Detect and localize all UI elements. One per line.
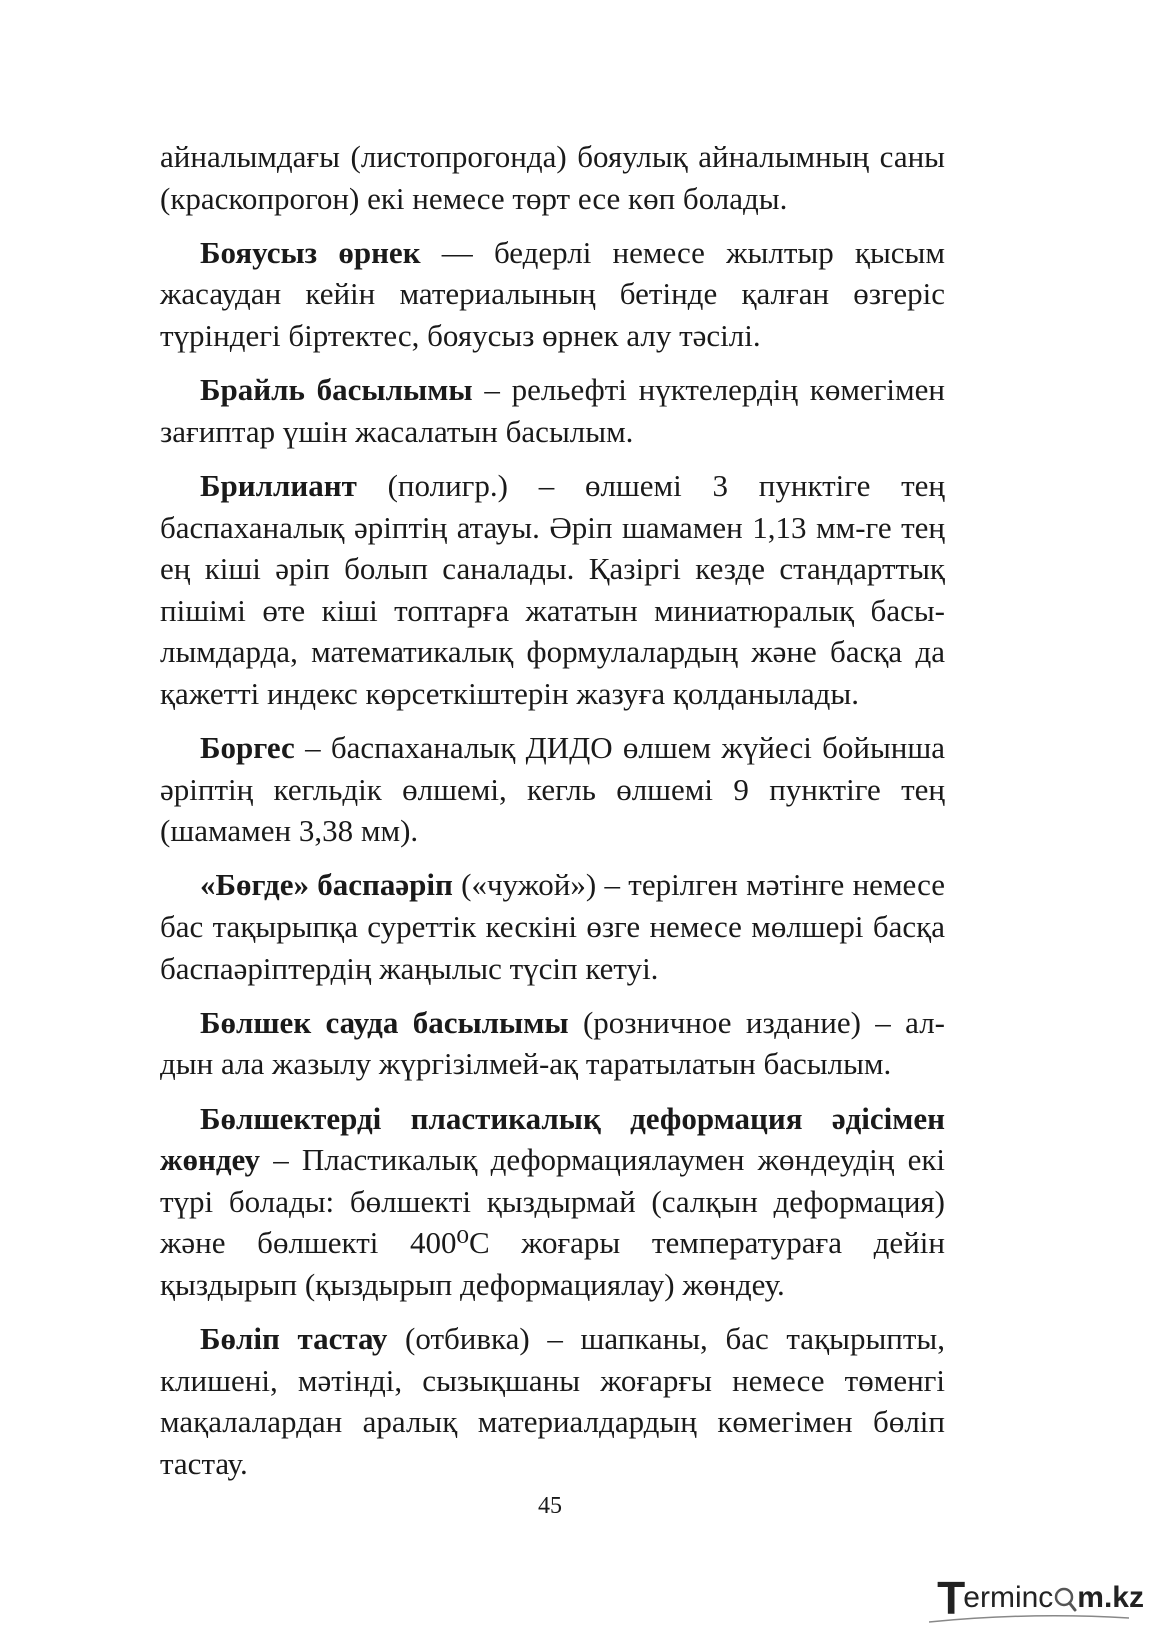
page-number: 45 — [538, 1493, 562, 1519]
term: Бөлшек сауда басылымы — [200, 1004, 569, 1040]
swoosh-underline-icon — [929, 1610, 1129, 1624]
entry-borges — [160, 727, 945, 852]
magnifier-icon — [1053, 1583, 1077, 1613]
entry-bolshek-sauda — [160, 1002, 945, 1085]
entry-bolip-tastau — [160, 1318, 945, 1484]
definition: («чужой») – терілген мәтінге немесе бас тақырыпқа суреттік кескіні өзге немесе мөлшері басқа баспаәріптердің жаңылыс түсіп кетуі. — [160, 867, 945, 986]
term: Бөлшектерді пластикалық деформация әдісімен жөндеу — [160, 1100, 945, 1178]
watermark-middle: erminc — [963, 1581, 1054, 1614]
definition: (розничное издание) – алдын ала жазылу жүргізілмей-ақ таратылатын басылым. — [160, 1004, 945, 1082]
definition: – баспаханалық ДИДО өлшем жүйесі бойынша әріптің кегльдік өлшемі, кегль өлшемі 9 пунктіге тең (шамамен 3,38 мм). — [160, 730, 945, 849]
term: Бриллиант — [200, 467, 357, 503]
definition: (отбивка) – шапканы, бас тақырыпты, клишені, мәтінді, сызықшаны жоғарғы немесе төменгі мақалалардан аралық материалдардың көмегімен бөліп тастау. — [160, 1321, 945, 1481]
definition: (полигр.) – өлшемі 3 пунктіге тең баспаханалық әріптің атауы. Әріп шамамен 1,13 мм-ге тең ең кіші әріп болып саналады. Қазіргі кезде стандарттық пішімі өте кіші топтарға жататын миниатюралық басылымдарда, математикалық формулалардың және басқа да қажетті индекс көрсеткіштерін жазуға қолданылады. — [160, 467, 945, 711]
term: Бөліп тастау — [200, 1321, 388, 1357]
term: Брайль басылымы — [200, 372, 473, 408]
entry-brilliant — [160, 465, 945, 715]
watermark-t: T — [937, 1572, 966, 1624]
entry-braille — [160, 369, 945, 452]
entry-boyausyz-ornek — [160, 232, 945, 357]
term: Бояусыз өрнек — [200, 234, 421, 270]
entry-bogde-baspaerip — [160, 864, 945, 989]
watermark-end: m.kz — [1077, 1581, 1144, 1614]
definition: – Пластикалық деформациялаумен жөндеудің екі түрі болады: бөлшекті қыздырмай (салқын деформация) және бөлшекті 400⁰С жоғары температураға дейін қыздырып (қыздырып деформациялау) жөндеу. — [160, 1142, 945, 1302]
definition: — бедерлі немесе жылтыр қысым жасаудан кейін материалының бетінде қалған өзгеріс түріндегі біртектес, бояусыз өрнек алу тәсілі. — [160, 234, 945, 353]
paragraph-continuation — [160, 136, 945, 219]
definition: – рельефті нүктелердің көмегімен зағиптар үшін жасалатын басылым. — [160, 372, 945, 449]
entry-plastic-deformation — [160, 1098, 945, 1306]
term: «Бөгде» баспаәріп — [200, 867, 453, 903]
termincom-watermark — [937, 1574, 1144, 1622]
definition: айналымдағы (листопрогонда) бояулық айналымның саны (краскопрогон) екі немесе төрт есе көп болады. — [160, 139, 945, 216]
term: Боргес — [200, 730, 295, 766]
page-body — [160, 136, 945, 1485]
